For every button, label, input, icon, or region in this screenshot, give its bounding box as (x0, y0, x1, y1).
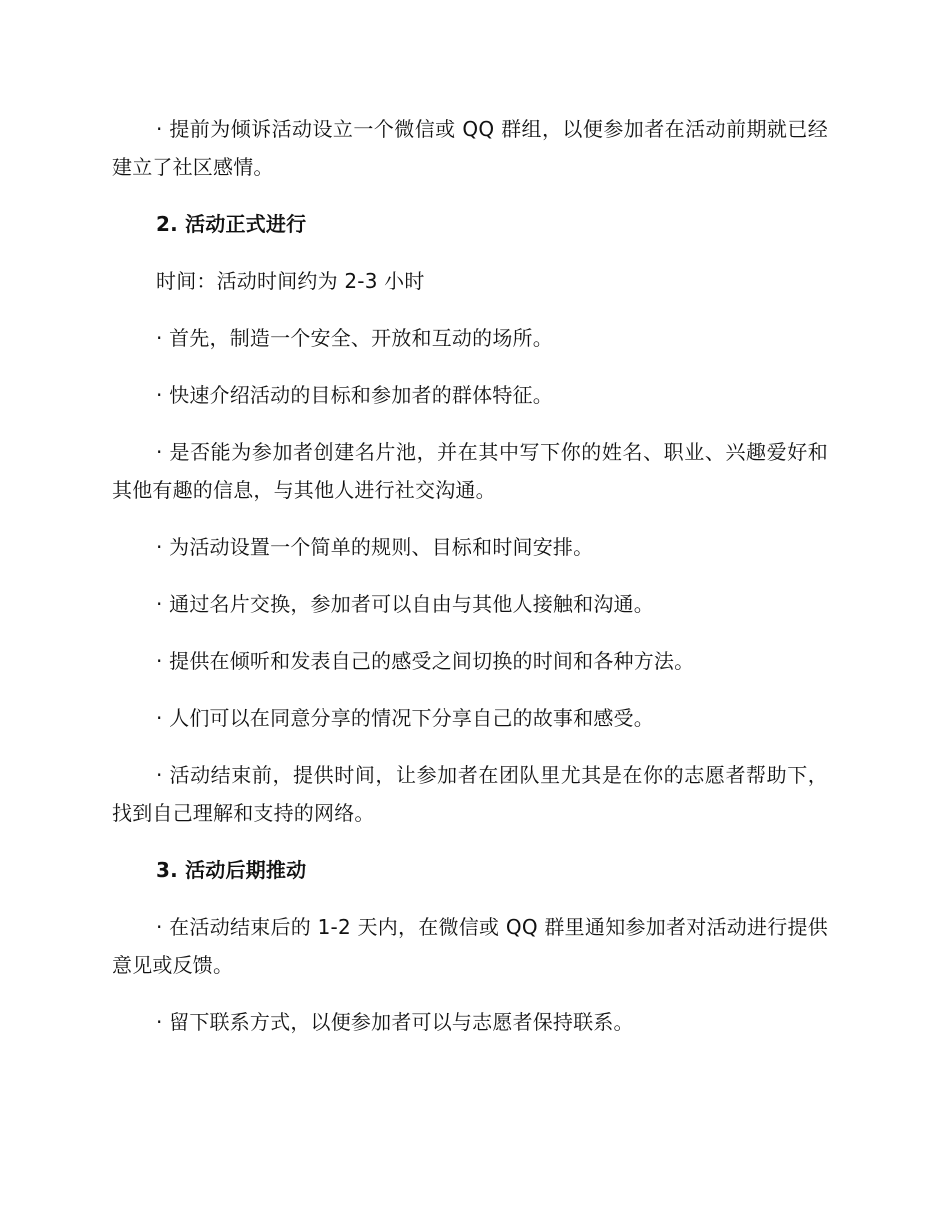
section-heading: 2. 活动正式进行 (156, 212, 307, 236)
bullet-paragraph: · 在活动结束后的 1-2 天内，在微信或 QQ 群里通知参加者对活动进行提供意见或反馈。 (112, 915, 828, 977)
bullet-paragraph: · 首先，制造一个安全、开放和互动的场所。 (156, 326, 553, 350)
bullet-paragraph: · 为活动设置一个简单的规则、目标和时间安排。 (156, 535, 594, 559)
bullet-paragraph: · 活动结束前，提供时间，让参加者在团队里尤其是在你的志愿者帮助下，找到自己理解和支持的网络。 (112, 763, 828, 825)
bullet-paragraph: · 提前为倾诉活动设立一个微信或 QQ 群组，以便参加者在活动前期就已经建立了社区感情。 (112, 117, 828, 179)
bullet-paragraph: · 留下联系方式，以便参加者可以与志愿者保持联系。 (156, 1010, 634, 1034)
bullet-paragraph: · 提供在倾听和发表自己的感受之间切换的时间和各种方法。 (156, 649, 695, 673)
bullet-paragraph: · 通过名片交换，参加者可以自由与其他人接触和沟通。 (156, 592, 654, 616)
bullet-paragraph: · 快速介绍活动的目标和参加者的群体特征。 (156, 383, 553, 407)
time-paragraph: 时间：活动时间约为 2-3 小时 (156, 269, 425, 293)
document-page (112, 110, 828, 1060)
bullet-paragraph: · 人们可以在同意分享的情况下分享自己的故事和感受。 (156, 706, 654, 730)
section-heading: 3. 活动后期推动 (156, 858, 307, 882)
bullet-paragraph: · 是否能为参加者创建名片池，并在其中写下你的姓名、职业、兴趣爱好和其他有趣的信息，与其他人进行社交沟通。 (112, 440, 828, 502)
